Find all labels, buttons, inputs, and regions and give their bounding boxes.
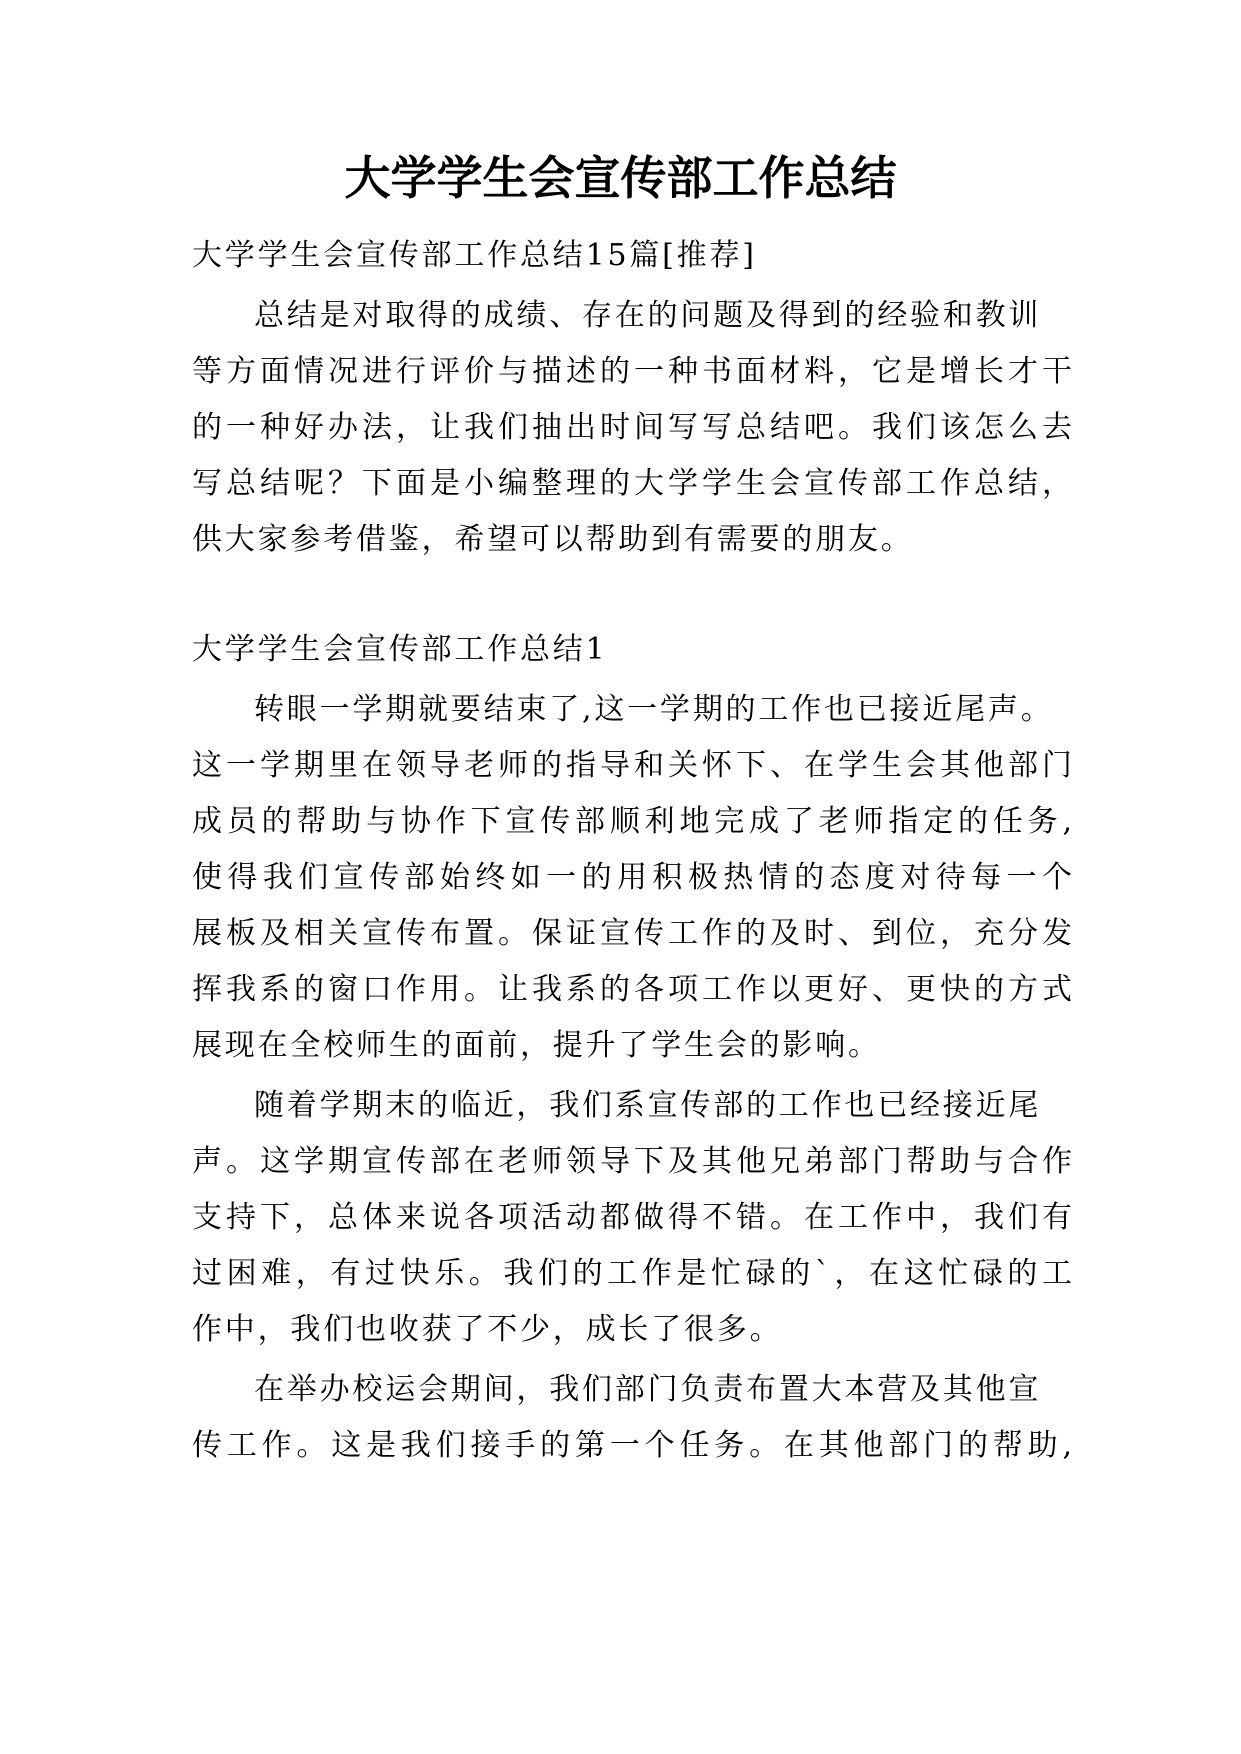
paragraph-line: 展板及相关宣传布置。保证宣传工作的及时、到位，充分发 (192, 916, 1072, 951)
paragraph-line: 使得我们宣传部始终如一的用积极热情的态度对待每一个 (192, 860, 1072, 895)
paragraph-line: 过困难，有过快乐。我们的工作是忙碌的`，在这忙碌的工 (192, 1256, 1072, 1291)
intro-line: 等方面情况进行评价与描述的一种书面材料，它是增长才干 (192, 354, 1072, 389)
intro-line: 写总结呢？下面是小编整理的大学学生会宣传部工作总结， (192, 466, 1072, 501)
paragraph-line: 随着学期末的临近，我们系宣传部的工作也已经接近尾 (254, 1088, 1042, 1123)
paragraph-line: 转眼一学期就要结束了,这一学期的工作也已接近尾声。 (254, 692, 1054, 727)
paragraph-line: 这一学期里在领导老师的指导和关怀下、在学生会其他部门 (192, 748, 1072, 783)
document-subtitle: 大学学生会宣传部工作总结15篇[推荐] (192, 238, 757, 273)
document-title: 大学学生会宣传部工作总结 (344, 151, 897, 205)
section-heading: 大学学生会宣传部工作总结1 (192, 632, 608, 667)
paragraph-line: 在举办校运会期间，我们部门负责布置大本营及其他宣 (254, 1372, 1042, 1407)
paragraph-line: 展现在全校师生的面前，提升了学生会的影响。 (192, 1028, 881, 1063)
paragraph-line: 成员的帮助与协作下宣传部顺利地完成了老师指定的任务, (192, 804, 1072, 839)
intro-line: 的一种好办法，让我们抽出时间写写总结吧。我们该怎么去 (192, 410, 1072, 445)
paragraph-line: 挥我系的窗口作用。让我系的各项工作以更好、更快的方式 (192, 972, 1072, 1007)
intro-line: 总结是对取得的成绩、存在的问题及得到的经验和教训 (254, 298, 1042, 333)
paragraph-line: 传工作。这是我们接手的第一个任务。在其他部门的帮助, (192, 1428, 1072, 1463)
paragraph-line: 作中，我们也收获了不少，成长了很多。 (192, 1312, 783, 1347)
intro-line: 供大家参考借鉴，希望可以帮助到有需要的朋友。 (192, 522, 914, 557)
paragraph-line: 支持下，总体来说各项活动都做得不错。在工作中，我们有 (192, 1200, 1072, 1235)
paragraph-line: 声。这学期宣传部在老师领导下及其他兄弟部门帮助与合作 (192, 1144, 1072, 1179)
